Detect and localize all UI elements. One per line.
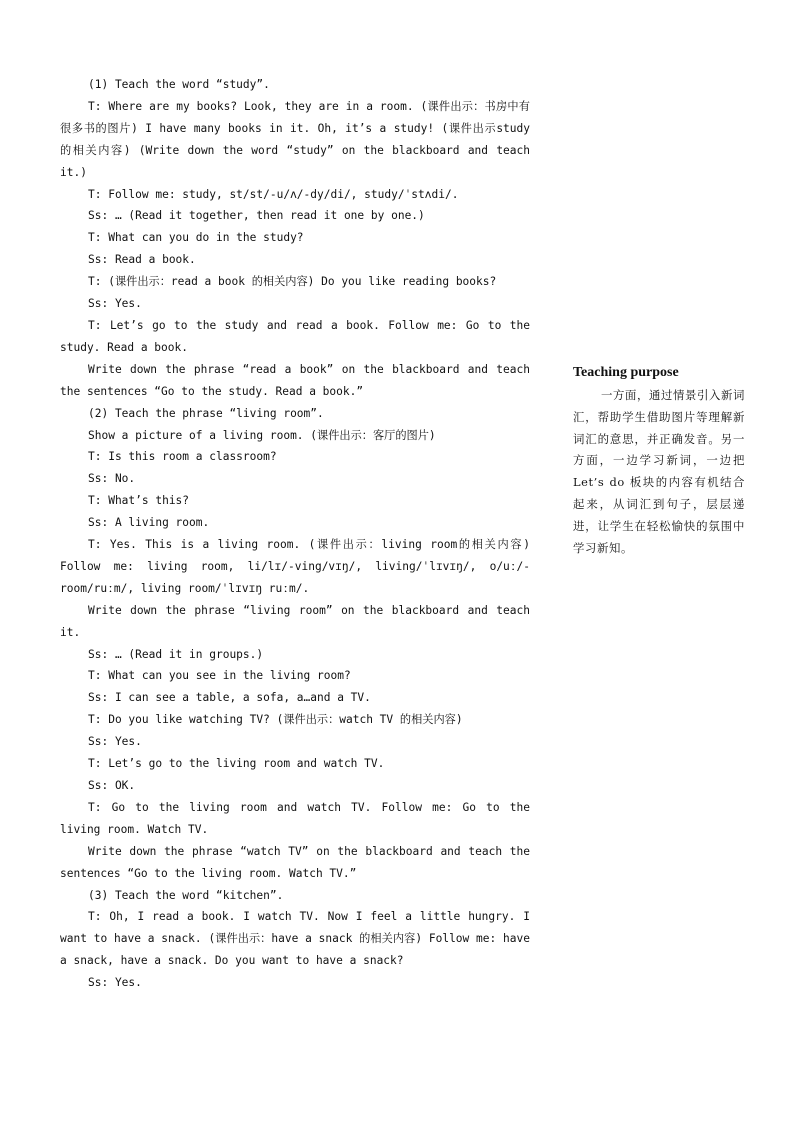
- paragraph: (1) Teach the word “study”.: [88, 78, 270, 91]
- paragraph: Ss: No.: [88, 472, 136, 486]
- paragraph: Show a picture of a living room. (课件出示：客厅的图片): [88, 428, 436, 442]
- paragraph: Write down the phrase “read a book” on the blackboard and teach the sentences “Go to the study. Read a book.”: [60, 362, 530, 398]
- paragraph: T: Let’s go to the study and read a book. Follow me: Go to the study. Read a book.: [60, 318, 530, 354]
- paragraph: T: Do you like watching TV? (课件出示：watch TV 的相关内容): [88, 713, 463, 727]
- teaching-purpose-note: [573, 363, 745, 559]
- paragraph: T: Where are my books? Look, they are in a room. (课件出示：书房中有很多书的图片) I have many books in it. Oh, it’s a study! (课件出示study 的相关内容) (Write down the word “study” on the blackboard and teach it.): [60, 99, 530, 179]
- paragraph: Ss: OK.: [88, 779, 136, 792]
- note-body: 一方面，通过情景引入新词汇，帮助学生借助图片等理解新词汇的意思，并正确发音。另一方面，一边学习新词，一边把 Let’s do 板块的内容有机结合起来，从词汇到句子，层层递进，让学生在轻松愉快的氛围中学习新知。: [573, 388, 745, 555]
- paragraph: T: Yes. This is a living room. (课件出示：living room的相关内容) Follow me: living room, li/lɪ/-ving/vɪŋ/, living/ˈlɪvɪŋ/, o/uː/-room/ruːm/, living room/ˈlɪvɪŋ ruːm/.: [60, 538, 530, 595]
- paragraph: Ss: Yes.: [88, 735, 142, 749]
- paragraph: (2) Teach the phrase “living room”.: [88, 406, 324, 420]
- paragraph: T: Let’s go to the living room and watch TV.: [88, 757, 385, 771]
- paragraph: T: (课件出示：read a book 的相关内容) Do you like reading books?: [88, 275, 497, 289]
- paragraph: T: What can you see in the living room?: [88, 669, 351, 683]
- paragraph: Ss: … (Read it in groups.): [88, 647, 264, 661]
- paragraph: (3) Teach the word “kitchen”.: [88, 888, 284, 902]
- paragraph: T: What’s this?: [88, 494, 190, 508]
- paragraph: Ss: Read a book.: [88, 253, 196, 267]
- paragraph: Ss: Yes.: [88, 297, 142, 311]
- paragraph: T: Is this room a classroom?: [88, 450, 277, 464]
- paragraph: T: Go to the living room and watch TV. Follow me: Go to the living room. Watch TV.: [60, 800, 530, 836]
- paragraph: Ss: A living room.: [88, 516, 210, 530]
- paragraph: Write down the phrase “watch TV” on the blackboard and teach the sentences “Go to the living room. Watch TV.”: [60, 844, 530, 880]
- paragraph: T: Oh, I read a book. I watch TV. Now I feel a little hungry. I want to have a snack. (课件出示：have a snack 的相关内容) Follow me: have a snack, have a snack. Do you want to have a snack?: [60, 910, 530, 968]
- paragraph: T: Follow me: study, st/st/-u/ʌ/-dy/di/, study/ˈstʌdi/.: [88, 187, 459, 201]
- paragraph: Write down the phrase “living room” on the blackboard and teach it.: [60, 603, 530, 639]
- paragraph: Ss: I can see a table, a sofa, a…and a TV.: [88, 691, 371, 705]
- lesson-procedure: [60, 74, 530, 994]
- note-title: Teaching purpose: [573, 365, 679, 380]
- paragraph: Ss: Yes.: [88, 976, 142, 990]
- paragraph: Ss: … (Read it together, then read it one by one.): [88, 209, 425, 223]
- paragraph: T: What can you do in the study?: [88, 231, 304, 245]
